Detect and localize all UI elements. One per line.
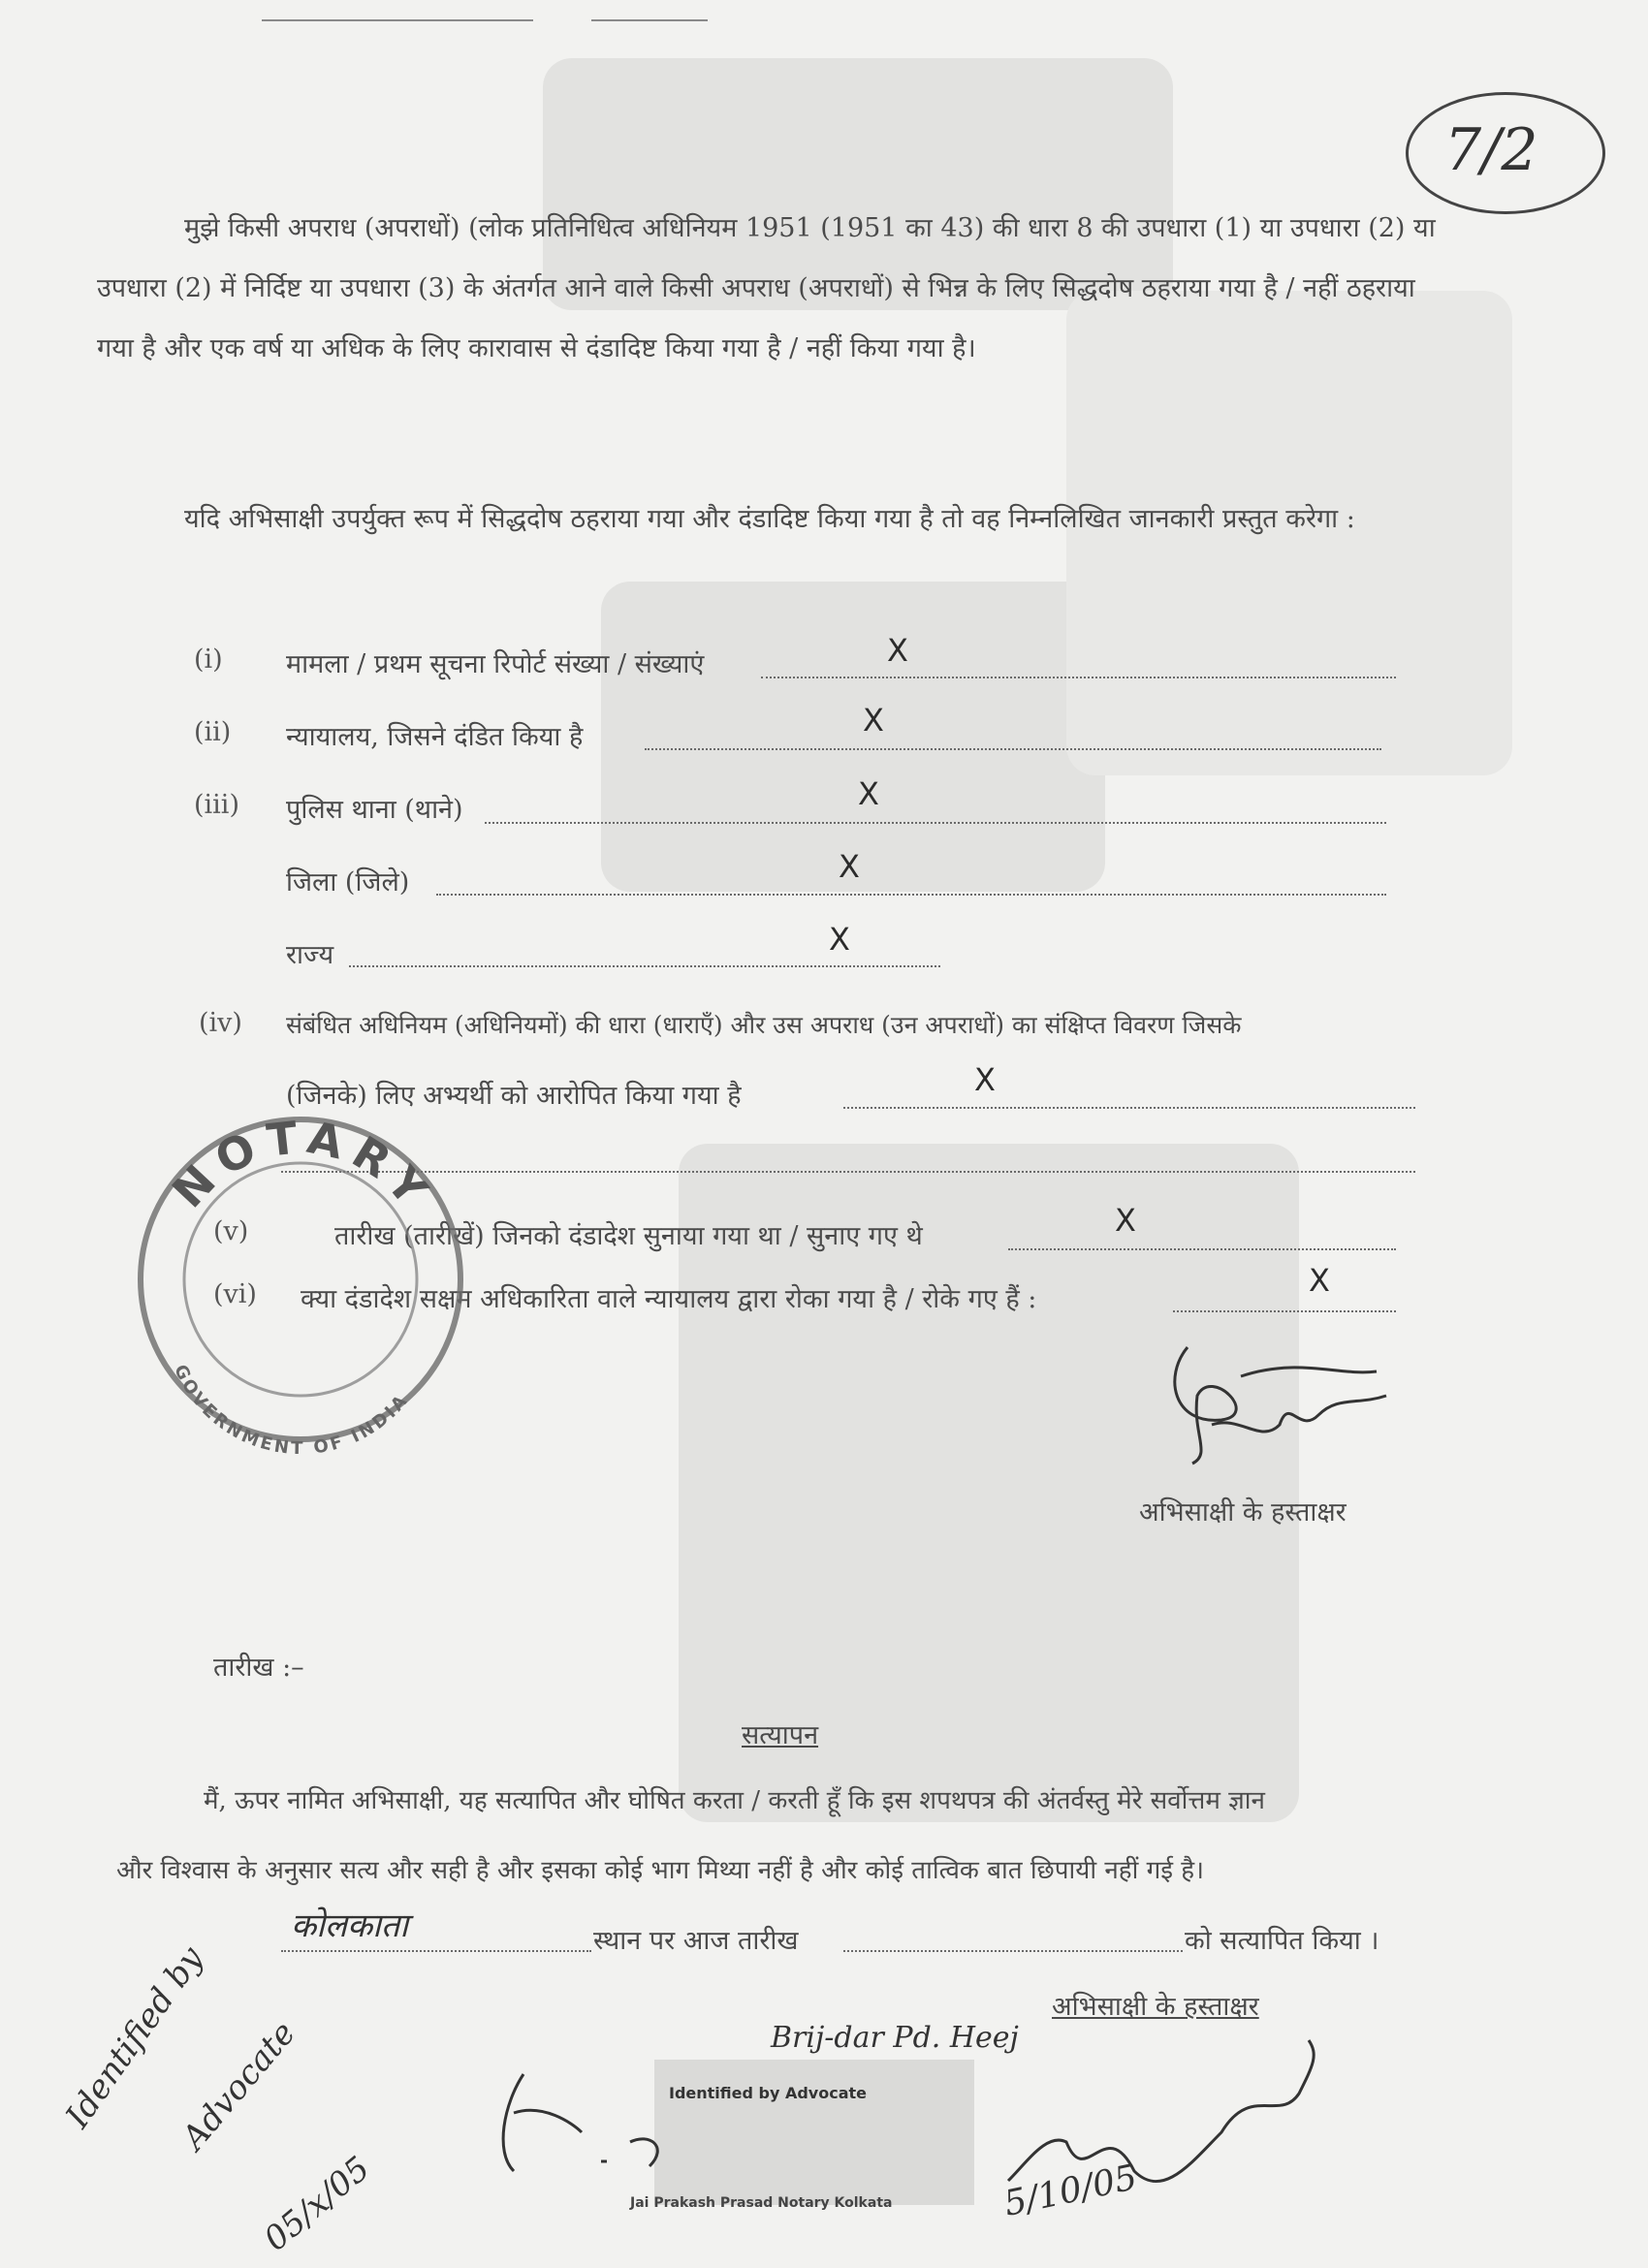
item-vi-label: क्या दंडादेश सक्षम अधिकारिता वाले न्यायालय द्वारा रोका गया है / रोके गए हैं : <box>301 1284 1037 1314</box>
attestation-stamp-line2: Jai Prakash Prasad Notary Kolkata <box>630 2195 893 2211</box>
svg-text:GOVERNMENT OF INDIA: GOVERNMENT OF INDIA <box>170 1361 414 1460</box>
date-label: तारीख :– <box>213 1653 304 1683</box>
item-ii-label: न्यायालय, जिसने दंडित किया है <box>286 722 584 752</box>
svg-text:NOTARY: NOTARY <box>162 1110 444 1223</box>
attestation-handwritten-left: Identified by <box>58 1939 211 2135</box>
item-iii-state-mark: X <box>829 921 850 958</box>
item-iv-number: (iv) <box>199 1008 242 1038</box>
item-i-mark: X <box>887 632 908 669</box>
item-iii-mark: X <box>858 775 879 812</box>
attestation-handwritten-left-2: Advocate <box>174 2014 303 2158</box>
verification-sign-caption: अभिसाक्षी के हस्ताक्षर <box>1052 1992 1259 2022</box>
verification-title: सत्यापन <box>742 1720 819 1750</box>
signature-date: 5/10/05 <box>1000 2158 1141 2224</box>
item-iv-label-cont: (जिनके) लिए अभ्यर्थी को आरोपित किया गया है <box>286 1081 742 1111</box>
item-iii-district-mark: X <box>839 848 860 885</box>
verification-text-2: और विश्वास के अनुसार सत्य और सही है और इसका कोई भाग मिथ्या नहीं है और कोई तात्विक बात छिपायी नहीं गई है। <box>116 1856 1204 1885</box>
conviction-declaration: मुझे किसी अपराध (अपराधों) (लोक प्रतिनिधित्व अधिनियम 1951 (1951 का 43) की धारा 8 की उपधारा (1) या उपधारा (2) या उपधारा (2) में निर्दिष्ट या उपधारा (3) के अंतर्गत आने वाले किसी अपराध (अपराधों) से भिन्न के लिए सिद्धदोष ठहराया गया है / नहीं ठहराया गया है और एक वर्ष या अधिक के लिए कारावास से दंडादिष्ट किया गया है / नहीं किया गया है। <box>97 213 1436 363</box>
verification-place: कोलकाता <box>291 1906 409 1945</box>
conviction-info-intro: यदि अभिसाक्षी उपर्युक्त रूप में सिद्धदोष ठहराया गया और दंडादिष्ट किया गया है तो वह निम्नलिखित जानकारी प्रस्तुत करेगा : <box>184 504 1355 534</box>
item-i-number: (i) <box>194 645 223 675</box>
item-iv-mark: X <box>974 1061 996 1098</box>
item-iii-district-label: जिला (जिले) <box>286 867 410 898</box>
item-vi-mark: X <box>1309 1262 1330 1299</box>
item-v-label: तारीख (तारीखें) जिनको दंडादेश सुनाया गया था / सुनाए गए थे <box>334 1221 923 1251</box>
item-ii-mark: X <box>863 702 884 739</box>
item-iii-state-label: राज्य <box>286 940 334 970</box>
page-number: 7/2 <box>1444 116 1538 184</box>
item-ii-number: (ii) <box>194 717 232 747</box>
deponent-signature-caption: अभिसाक्षी के हस्ताक्षर <box>1139 1497 1347 1528</box>
attestation-handwritten-name: Brij-dar Pd. Heej <box>771 2021 1019 2055</box>
attestation-handwritten-date: 05/x/05 <box>257 2149 378 2259</box>
verification-text-1: मैं, ऊपर नामित अभिसाक्षी, यह सत्यापित और घोषित करता / करती हूँ कि इस शपथपत्र की अंतर्वस्तु मेरे सर्वोत्तम ज्ञान <box>204 1786 1265 1815</box>
item-v-number: (v) <box>213 1216 249 1246</box>
item-v-mark: X <box>1115 1202 1136 1239</box>
verification-place-text: स्थान पर आज तारीख <box>593 1926 799 1956</box>
item-iv-label: संबंधित अधिनियम (अधिनियमों) की धारा (धाराएँ) और उस अपराध (उन अपराधों) का संक्षिप्त विवरण जिसके <box>286 1011 1242 1039</box>
item-vi-number: (vi) <box>213 1279 257 1309</box>
verification-verified-text: को सत्यापित किया । <box>1185 1926 1379 1956</box>
item-iii-number: (iii) <box>194 790 239 820</box>
attestation-stamp-line1: Identified by Advocate <box>669 2084 868 2102</box>
item-i-label: मामला / प्रथम सूचना रिपोर्ट संख्या / संख्याएं <box>286 649 705 679</box>
item-iii-label: पुलिस थाना (थाने) <box>286 795 463 825</box>
